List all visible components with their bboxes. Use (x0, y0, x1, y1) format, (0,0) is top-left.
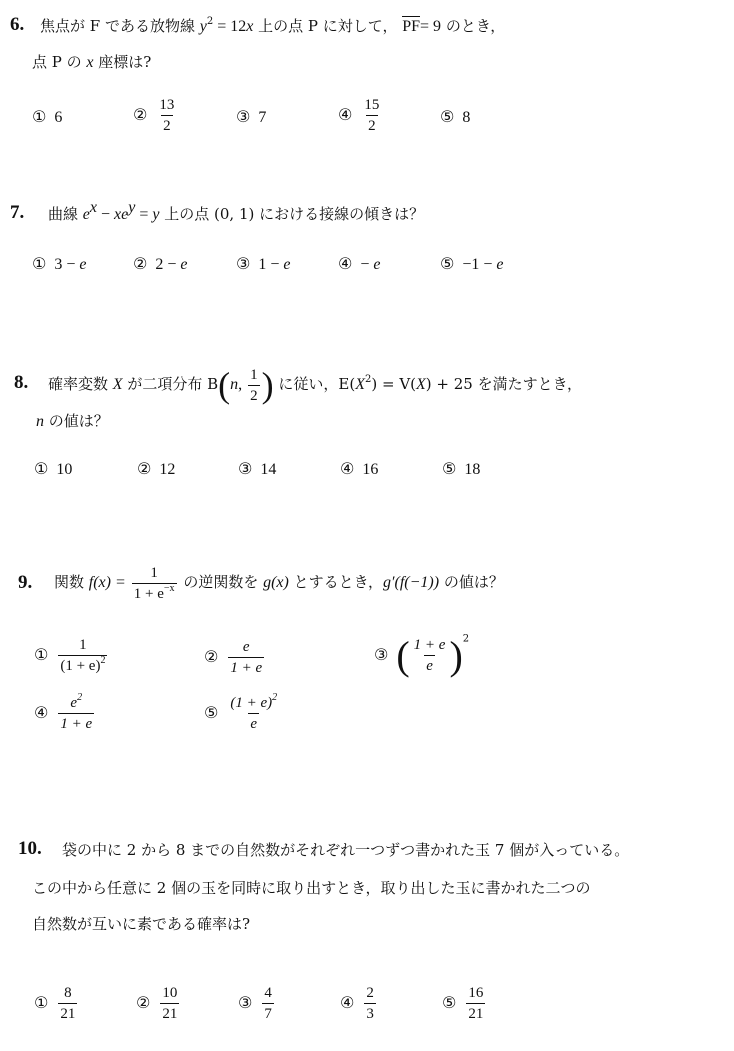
answer-option-1[interactable]: ① $\frac{8}{21}$ (34, 985, 76, 1022)
question-number: 9. (18, 572, 33, 593)
answer-option-1[interactable]: ① 10 (34, 459, 73, 478)
fraction: $\frac{1}{(1 + e)^2}$ (60, 637, 106, 674)
answer-option-2[interactable]: ② 12 (137, 459, 176, 478)
answer-option-1[interactable]: ① 3 − e (32, 254, 87, 273)
answer-option-5[interactable]: ⑤ $\frac{16}{21}$ (442, 985, 484, 1022)
answer-option-4[interactable]: ④ 16 (340, 459, 379, 478)
answer-option-5[interactable]: ⑤ 18 (442, 459, 481, 478)
fraction: $\frac{1 + e}{e}$ (413, 637, 446, 674)
question-stem-line-1: 袋の中に 2 から 8 までの自然数がそれぞれ一つずつ書かれた玉 7 個が入っている。 (62, 841, 630, 859)
question-number: 6. (10, 14, 25, 35)
answer-option-5[interactable]: ⑤ $\frac{(1 + e)^2}{e}$ (204, 692, 278, 732)
answer-option-3[interactable]: ③ 14 (238, 459, 277, 478)
question-number: 8. (14, 372, 29, 393)
answer-option-4[interactable]: ④ − e (338, 254, 381, 273)
fraction: $\frac{15}{2}$ (364, 97, 380, 134)
answer-option-1[interactable]: ① $\frac{1}{(1 + e)^2}$ (34, 637, 106, 674)
question-stem-line-1: 曲線 $e^x - xe^y = y$ 上の点 (0, 1) における接線の傾きは？ (48, 199, 425, 223)
question-stem-line-1: 確率変数 X が二項分布 B(n, $\frac{1}{2}$ ) に従い，$E(X^2) = V(X) + 25$ を満たすとき， (48, 365, 583, 405)
question-stem-line-1: 関数 f(x) = $\frac{1}{1 + e^{-x}}$ の逆関数を g(x) とするとき，g′(f(−1)) の値は？ (54, 564, 504, 602)
answer-option-4[interactable]: ④ $\frac{2}{3}$ (340, 985, 374, 1022)
fraction: $\frac{2}{3}$ (366, 985, 374, 1022)
answer-option-2[interactable]: ② $\frac{13}{2}$ (133, 97, 175, 134)
answer-option-3[interactable]: ③ 7 (236, 107, 267, 126)
fraction: $\frac{1}{2}$ (250, 366, 258, 404)
question-number: 7. (10, 202, 25, 223)
answer-option-4[interactable]: ④ $\frac{e^2}{1 + e}$ (34, 692, 93, 732)
fraction: $\frac{e^2}{1 + e}$ (60, 692, 93, 732)
question-number: 10. (18, 838, 42, 859)
question-stem-line-2: 点 P の x 座標は? (32, 53, 152, 71)
question-stem-line-1: 焦点が F である放物線 $y^2 = 12x$ 上の点 P に対して， PF= 9 のとき， (40, 16, 506, 35)
answer-option-4[interactable]: ④ $\frac{15}{2}$ (338, 97, 380, 134)
fraction: $\frac{1}{1 + e^{-x}}$ (133, 564, 175, 602)
fraction: $\frac{4}{7}$ (264, 985, 272, 1022)
fraction: $\frac{13}{2}$ (159, 97, 175, 134)
question-stem-line-3: 自然数が互いに素である確率は? (32, 915, 251, 933)
question-stem-line-2: n の値は？ (36, 412, 109, 430)
fraction: $\frac{(1 + e)^2}{e}$ (230, 692, 278, 732)
answer-option-2[interactable]: ② $\frac{e}{1 + e}$ (204, 639, 263, 676)
answer-option-2[interactable]: ② 2 − e (133, 254, 188, 273)
answer-option-3[interactable]: ③ 1 − e (236, 254, 291, 273)
fraction: $\frac{e}{1 + e}$ (230, 639, 263, 676)
answer-option-5[interactable]: ⑤ 8 (440, 107, 471, 126)
fraction: $\frac{16}{21}$ (468, 985, 484, 1022)
question-stem-line-2: この中から任意に 2 個の玉を同時に取り出すとき，取り出した玉に書かれた二つの (32, 879, 591, 897)
answer-option-1[interactable]: ① 6 (32, 107, 63, 126)
fraction: $\frac{8}{21}$ (60, 985, 76, 1022)
answer-option-2[interactable]: ② $\frac{10}{21}$ (136, 985, 178, 1022)
answer-option-3[interactable]: ③ $\frac{4}{7}$ (238, 985, 272, 1022)
answer-option-3[interactable]: ③ ( $\frac{1 + e}{e}$ )$^2$ (374, 633, 470, 678)
fraction: $\frac{10}{21}$ (162, 985, 178, 1022)
answer-option-5[interactable]: ⑤ −1 − e (440, 254, 504, 273)
